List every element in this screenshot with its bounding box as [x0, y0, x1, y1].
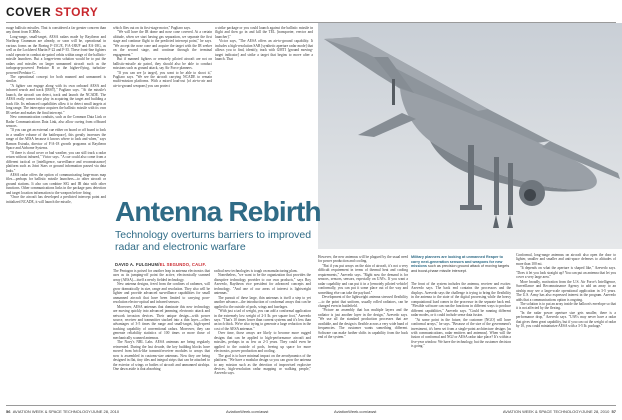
paragraph: Over time, those arrays are likely to become more rugged designs that can be applied to high-performance aircraft and missiles, perhaps in as few as 2-3 years. They could even be applied to the outside of pods, freeing up space for more electronics, power production and cooling. — [214, 331, 311, 354]
paragraph: a strike package or you could launch against the ballistic missile in flight and then go in and kill the TEL [transporter, erector and launcher]." — [215, 26, 313, 39]
paragraph: "In the radar power aperture size gets smaller, there is a performance drop," Azevedo says. "UAVs may never have a radar that gives them great capability, but if you can cut the weight of radar by 10, you could miniaturize AESA with a 3-5 lb. package." — [516, 310, 616, 329]
paragraph: Victor says, "The AESA offers an air-to-ground capability. It includes a high-resolution SAR [synthetic aperture radar mode] that allows you to find, identify, track with GMTI [ground moving-target indicator] and strike a target that begins to move after a launch. That — [215, 39, 313, 62]
reaper-uav-photo — [318, 23, 622, 249]
paragraph: "It depends on what the aperture is shaped like," Azevedo says. "Does it let you look straight up? You can put an antenna that let you cover a very large area." — [516, 266, 616, 280]
body-column-2 — [214, 269, 311, 403]
paragraph: "At some point in the future, the customer [NGO] will have conformal arrays," he says. "Because of the size of the government's investment, it's been set from a single-point architecture designs [as with communications, radar emitters and antennas]. When will the fusion of conformal and NGJ or AESA radar take place? It's within a five-year window. We have the technology, but the customer decision is going." — [411, 317, 511, 349]
article-deck: Technology overturns barriers to improved radar and electronic warfare — [115, 229, 312, 253]
byline-authors: DAVID A. FULGHUM/ — [115, 262, 160, 267]
paragraph: The solution is to put an array inside the balloon's envelope so that it is not affected by the flexing. — [516, 301, 616, 311]
footer-url-right[interactable]: AviationWeek.com/awst — [334, 409, 377, 414]
paragraph: AESA radar offers the option of communicating large-mass map files—perhaps for ballistic missile launchers—to other aircraft or ground stations. It also can combine SIG and IR data with other functions. Other communications links in the package pass detection and target location information to the weapon before firing. — [6, 172, 106, 195]
photo-caption — [411, 255, 511, 273]
paragraph: "If you can see [a target], you want to be able to shoot it," Pagliaro says. "We see the aircraft carrying NCADE to remain multi-mission platforms. With a mixed load-out [of air-to-air and air-to-ground weapons] you can protect — [113, 70, 212, 88]
column-1 — [6, 26, 106, 403]
paragraph: "But if you put arrays on the skin of aircraft, it's not a very difficult requirement in terms of thermal heat and cooling requirements," Azevedo says. "Right now the demand is for sensors, sensors, sensors, especially on UAVs. If you want a radar capability and can put it in a [remotely piloted vehicle] conformally, you can put it some place out of the way and something else can take the payload." — [318, 263, 408, 295]
body-column-3 — [318, 255, 408, 403]
paragraph: ruage ballistic missiles. That is considered a far greater concern than any threat from ICBMs. — [6, 26, 106, 35]
paragraph: which flies out on its first-stage motor," Pagliaro says. — [113, 26, 191, 30]
body-column-4 — [411, 282, 511, 403]
footer-left — [6, 409, 119, 414]
paragraph: "Picture an assembly that has multiple layers and the radiator is just another layer in the design," Azevedo says. "We use all the standard production processes that are available, and the design is flexible across a very wide band of frequencies. The customer wants something different. Software can make further shifts in capability from the back end of the system." — [318, 308, 408, 340]
paragraph: Long-range, small-target, AESA radars made by Raytheon and Northrop Grumman are already, or soon will be, operational in various forms on the Boeing F-15C/E, F/A-18E/F and EA-18G, as well as the Lockheed Martin F-22 and F-35. These front-line fighters could operate in combat air-patrol orbits within range of the ballistic-missile launchers. But a longer-term solution would be to put the radars and missiles on larger unmanned aircraft such as the turboprop-powered Predator B or the higher-flying, turbofan-powered Predator C. — [6, 34, 106, 75]
paragraph: However, the new antennas will be plagued by the usual need for power production and cooling. — [318, 255, 408, 264]
section-word-cover: COVER — [6, 5, 52, 19]
page-number-left: 56 — [6, 409, 11, 414]
footer-right — [503, 409, 616, 414]
paragraph: Conformal, long-range antennas on aircraft also open the door to lighter, smaller and smaller and anti-space defenses to altitudes of more than 100 mi. — [516, 253, 616, 266]
page-number-right: 57 — [611, 409, 616, 414]
footer-publication-right: AVIATION WEEK & SPACE TECHNOLOGY/JUNE 28, 2010 — [502, 409, 610, 414]
section-tag — [6, 5, 98, 19]
paragraph: The goal is to have minimal impact on the aerodynamics of the platform. "We have a modular design so you can grow the antenna to any mission such as the detection of improvised explosive devices, high-resolution radar mapping or walking people," Azevedo says. — [214, 353, 311, 376]
paragraph: radical new technologies is tough on manufacturing plans. — [214, 269, 298, 273]
paragraph: New communication conduits, such as the Common Data Link or Radar Communications Data Link, also allow cueing from offboard sensors. — [6, 115, 106, 128]
article-byline — [115, 262, 206, 267]
caption-rest: such as precision ground attack of moving targets and boost-phase missile intercept. — [411, 264, 510, 273]
paragraph: Development of the lightweight antenna stressed flexibility—to the point that uniform, usually rolled radiators, can be changed even in battlefield. — [318, 295, 408, 308]
body-column-5 — [516, 253, 616, 403]
footer-rule — [6, 405, 616, 406]
paragraph: The Pentagon is poised for another leap in antenna electronics that uses as its jumping-off point the active, electronically scanned array (AESA)—itself a newly fielded technology. — [113, 269, 210, 282]
paragraph: Moreover, AESA antennas that dominate this new technology are moving quickly into advanced jamming, electronic attack and network invasion devices. Their unique design—with power source, receiver and transmitter stacked into a thin layer—offers advantages of 3-5 times the range and small-target, high-speed tracking capability of conventional radars. Moreover, they can generate reliability statistics of 100 times or more those of mechanically scanned antennas. — [113, 304, 210, 340]
paragraph: The front of the system includes the antenna, receiver and exciter. Azevedo says. The back end contains the processors and the displays. Azevedo says the challenge is trying to bring the flexibility in the antenna to the state of the digital processing while the heavy computational load comes in the processor in the separate back end. "Flexible software can run the functions in different ways to produce different capabilities," Azevedo says. "Could be running different radar modes, or it could include sense data fusion. — [411, 282, 511, 318]
body-column-1 — [113, 269, 210, 403]
paragraph: "If there is cloud cover or bad weather, you can still track a radar return without infrared," Victor says. "A cue could also come from a different tactical or [intelligence, surveillance and reconnaissance] platform such as Joint Stars or ground information passed via data links." — [6, 150, 106, 173]
paragraph: New antenna designs, freed from the confines of radomes, will grow dramatically in size, range and resolution. They also will be lighter and provide advanced surveillance capabilities for small unmanned aircraft that have been limited to carrying poor-resolution electro-optical and infrared sensors. — [113, 282, 210, 305]
footer-url-left[interactable]: AviationWeek.com/awst — [226, 409, 269, 414]
paragraph: Nonetheless, "we want to be the organization that provides the disruptive technology provider to our own products," says Roy Azevedo, Raytheon vice president for advanced concepts and technology. "And one of our areas of interest is lightweight antennas." — [214, 273, 311, 296]
paragraph: "Once the aircraft has developed a predicted intercept point and initialized NCADE, it will launch the missile, — [6, 195, 106, 204]
paragraph: But if manned fighters or remotely piloted aircraft are not on ballistic-missile air patrol, they should also be able to conduct missions such as ground attack, say Air Force planners. — [113, 57, 212, 71]
paragraph: The Navy's NRL Labs. AESA antennas are being regularly reinvented. During the last decade, the key building blocks have moved from brick-like transmit/receiver modules to arrays that now is assembled in customs-size antennas. Now they are being designed in flat, tiny tiles and integral strips that can be attached to the exterior of wings or bodies of aircraft and unmanned airships. One dawn aside is that absorbing — [113, 340, 210, 371]
section-word-story: STORY — [55, 5, 99, 19]
reaper-uav-illustration — [318, 23, 622, 249]
article-headline: Antenna Rebirth — [115, 196, 321, 227]
column-2 — [113, 26, 212, 191]
paragraph: "With just a tad of weight, you can add a conformal application in the extremely low weight of 2-3 lb. per square foot," Azevedo says. "That's 10 times lower than current systems and it's less than an inch thick. We're also trying to generate a large reduction in the cost of the AESA antennas." — [214, 309, 311, 331]
paragraph: "A fighter can engage along with its own onboard AESA and infrared search and track [IRST]," Pagliaro says. "At the missile's launch, the aircraft can detect, track and launch the NCADE. The AESA really comes into play in acquiring the target and building a track file. Its enhanced capabilities allow it to detect small targets at long range. The interceptor acquires the ballistic missile with its own IR seeker and makes the final intercept." — [6, 83, 106, 115]
byline-location: EL SEGUNDO, CALIF. — [159, 262, 207, 267]
paragraph: More broadly, motivation from the U.S. Air Force's Intelligence, Surveillance and Reconnaissance Agency to add an array to an airship may see a large-scale operational application in 3-5 years. The U.S. Army has also expressed interest in the program. Azevedo adds that a communications option is ongoing. — [516, 279, 616, 302]
paragraph: "We will have the IR dome and nose cone covered. At a certain altitude, when we start having gas separation, we separate the first stage and continue flight to the predicted intercept point," he says. "We accept the nose cone and acquire the target with the IR seeker on the second stage, and continue through the terminal engagement." — [113, 30, 212, 57]
paragraph: The pursuit of these large, thin antennas is itself a step to yet another advance—the introduction of conformal arrays that can be applied to the outside of pods, wings and fuselages. — [214, 295, 311, 309]
column-3 — [215, 26, 313, 191]
paragraph: "If you can get an external cue either on board or off board to look in a smaller volume of the battlespace], this greatly increases the range of the AESA because it knows where to look and when," says Ramon Estrada, director of F/A-18 growth programs at Raytheon Space and Airborne Systems. — [6, 128, 106, 151]
paragraph: The operational concept for both manned and unmanned is similar. — [6, 74, 106, 84]
footer-publication-left: AVIATION WEEK & SPACE TECHNOLOGY/JUNE 28, 2010 — [12, 409, 120, 414]
caption-lead: Military planners are looking at unmanned Reaper to carry next-generation sensors and weapons for new missions — [411, 255, 504, 268]
